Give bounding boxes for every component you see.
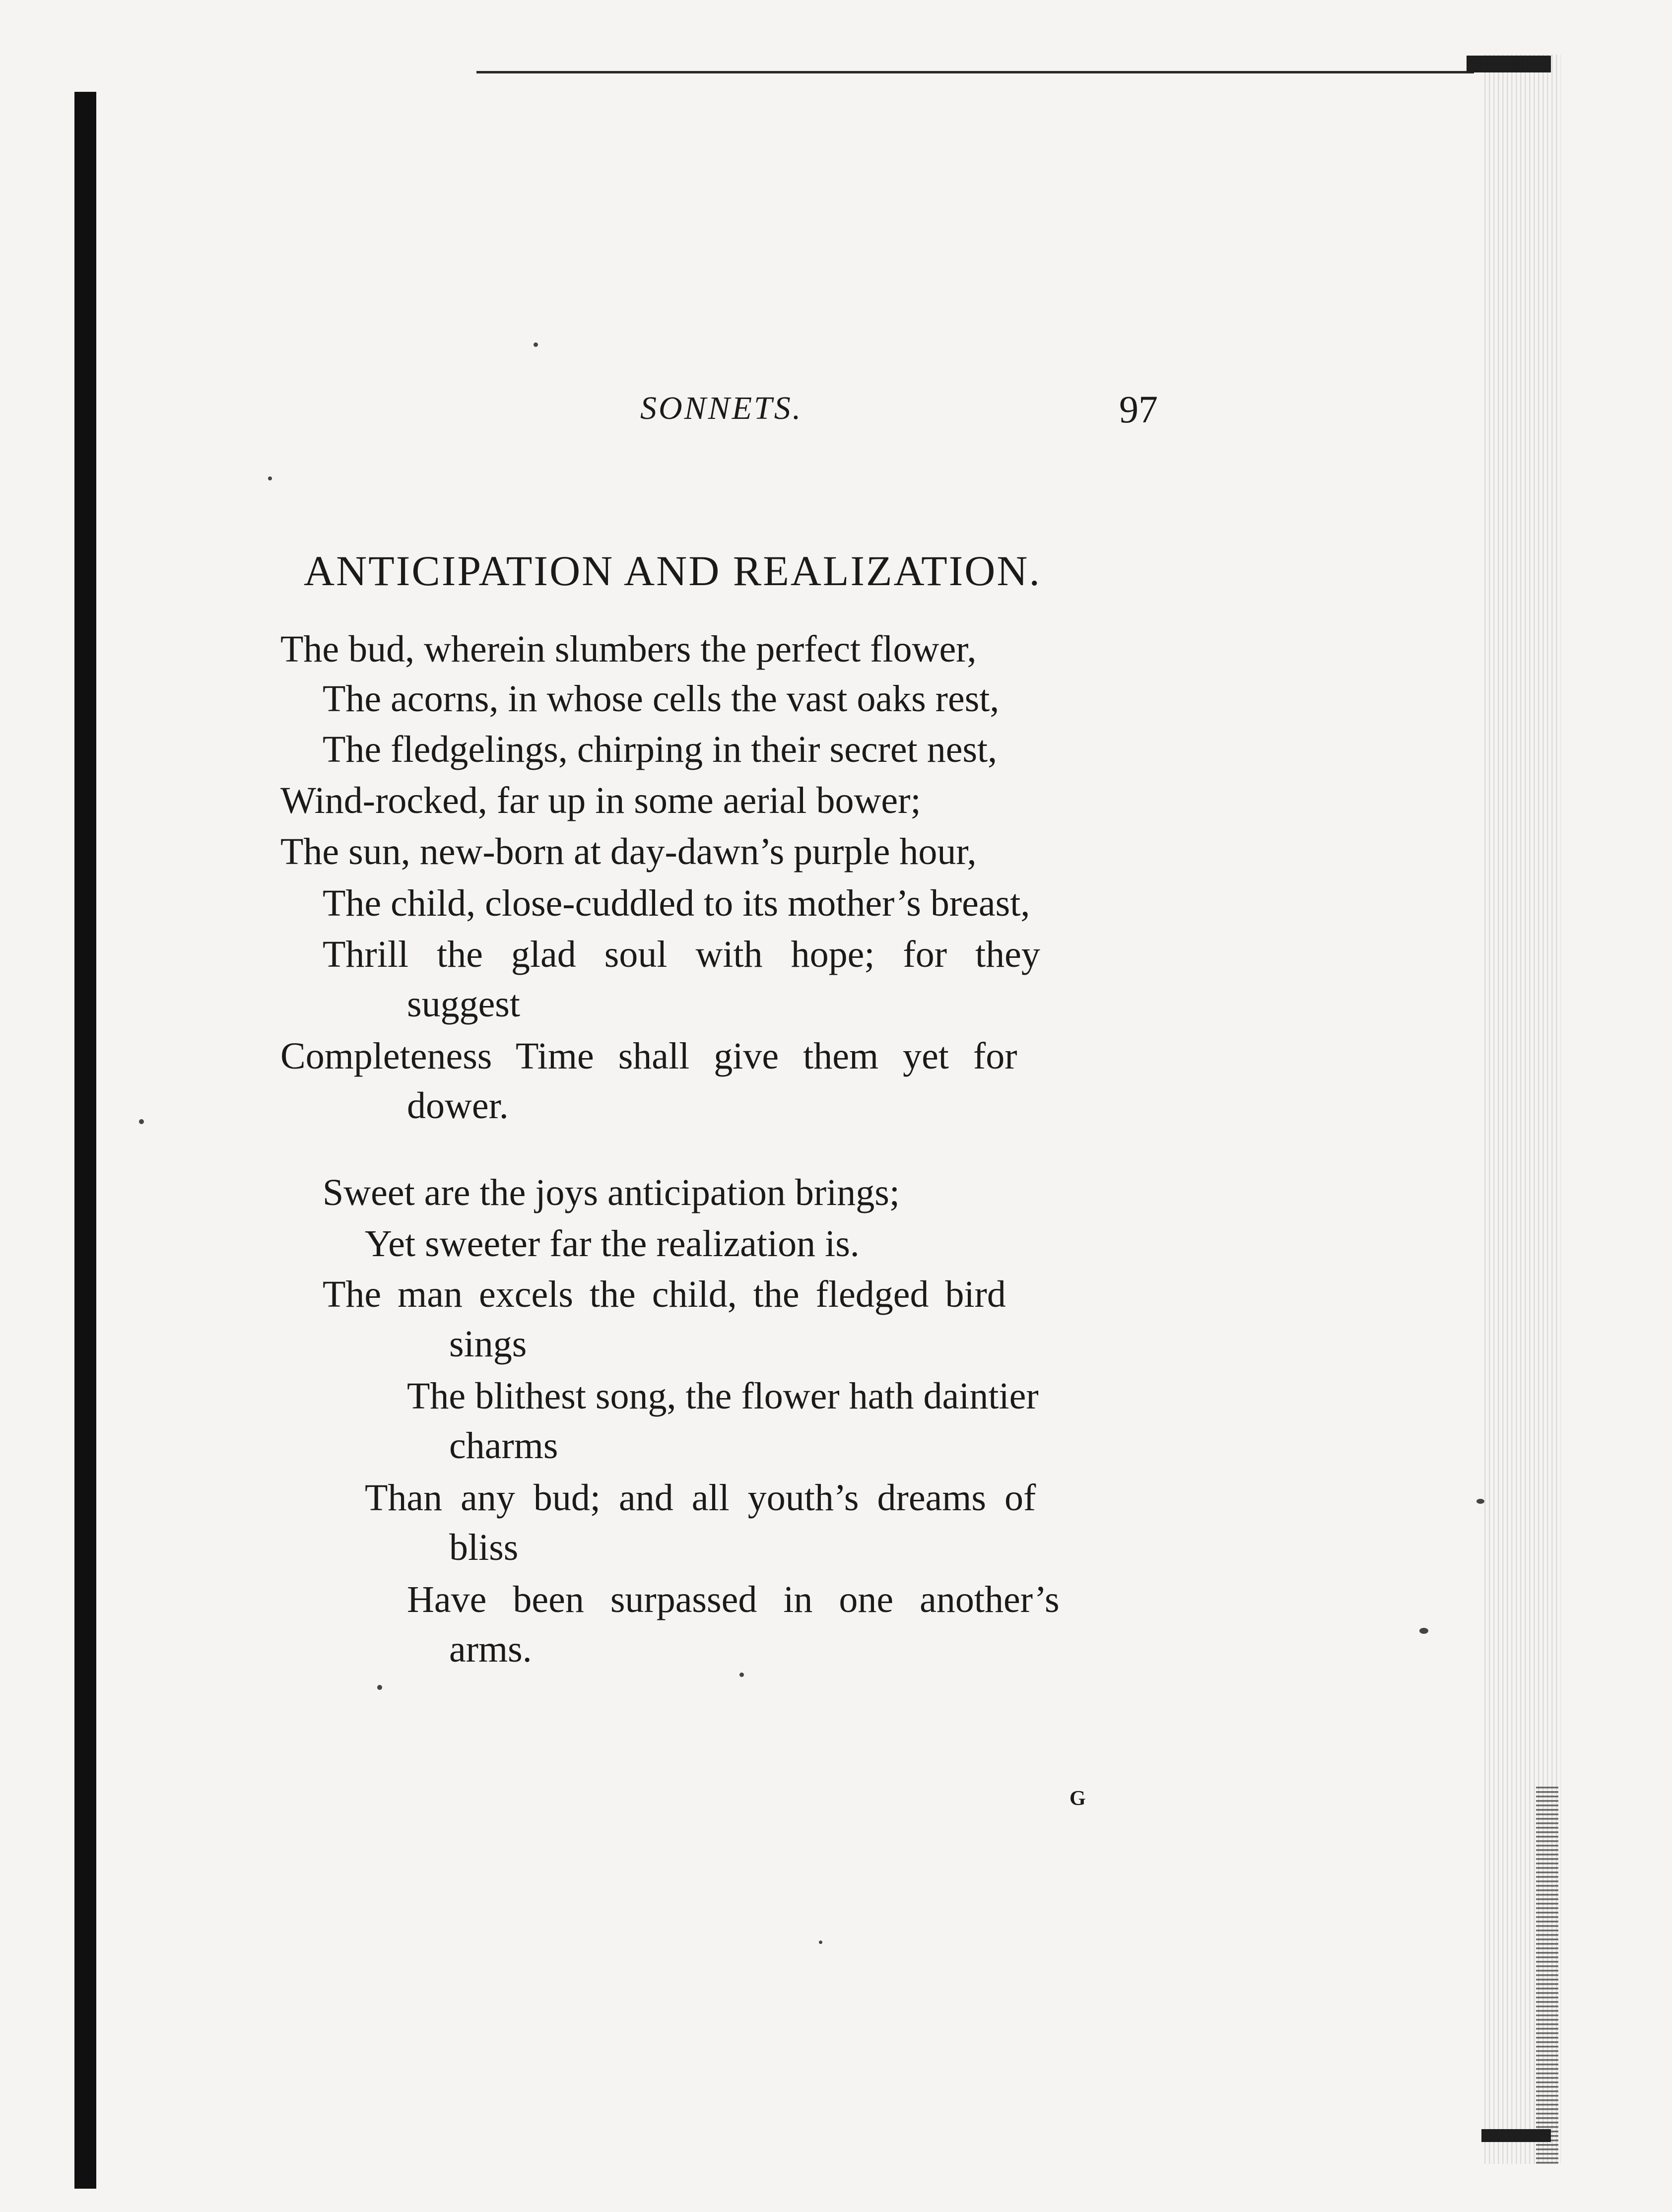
scan-speck <box>377 1685 382 1690</box>
signature-mark: G <box>1070 1787 1086 1810</box>
scan-speck <box>739 1673 744 1677</box>
poem-line-text: Thrill the glad soul with hope; for they <box>323 934 1040 975</box>
poem-line-continuation: arms. <box>449 1628 532 1670</box>
poem-line: Wind-rocked, far up in some aerial bower; <box>280 780 921 821</box>
poem-line: The child, close-cuddled to its mother’s breast, <box>323 882 1030 924</box>
page-number: 97 <box>1119 388 1158 431</box>
running-title: SONNETS. <box>640 390 803 426</box>
page-edge-dark-texture <box>1536 1787 1558 2164</box>
bottom-right-edge-mark <box>1481 2129 1551 2142</box>
poem-line: The blithest song, the flower hath daintier <box>407 1375 1039 1417</box>
poem-line-continuation: dower. <box>407 1085 509 1127</box>
poem-line: The man excels the child, the fledged bird <box>323 1274 1006 1315</box>
poem-line: The fledgelings, chirping in their secret nest, <box>323 729 998 770</box>
poem-title: ANTICIPATION AND REALIZATION. <box>304 547 1042 595</box>
scan-speck <box>819 1941 822 1944</box>
poem-line-continuation: sings <box>449 1323 527 1365</box>
poem-line: Completeness Time shall give them yet for <box>280 1035 1017 1077</box>
poem-line-continuation: suggest <box>407 983 520 1025</box>
poem-line: Sweet are the joys anticipation brings; <box>323 1172 900 1213</box>
scan-speck <box>139 1119 144 1124</box>
scan-speck <box>534 342 538 347</box>
poem-line-continuation: charms <box>449 1425 558 1467</box>
poem-line: The acorns, in whose cells the vast oaks rest, <box>323 678 1000 720</box>
scan-speck <box>1476 1499 1484 1504</box>
poem-line: Have been surpassed in one another’s <box>407 1579 1060 1620</box>
poem-line-justified <box>323 936 1156 973</box>
scan-speck <box>1419 1628 1428 1634</box>
poem-line: Yet sweeter far the realization is. <box>365 1223 860 1265</box>
binding-shadow <box>74 92 96 2189</box>
poem-line: The sun, new-born at day-dawn’s purple hour, <box>280 831 977 872</box>
poem-line: Than any bud; and all youth’s dreams of <box>365 1477 1036 1519</box>
poem-line: The bud, wherein slumbers the perfect flower, <box>280 628 977 670</box>
poem-line-continuation: bliss <box>449 1527 519 1568</box>
scan-speck <box>268 476 272 480</box>
top-edge-rule <box>476 71 1474 73</box>
